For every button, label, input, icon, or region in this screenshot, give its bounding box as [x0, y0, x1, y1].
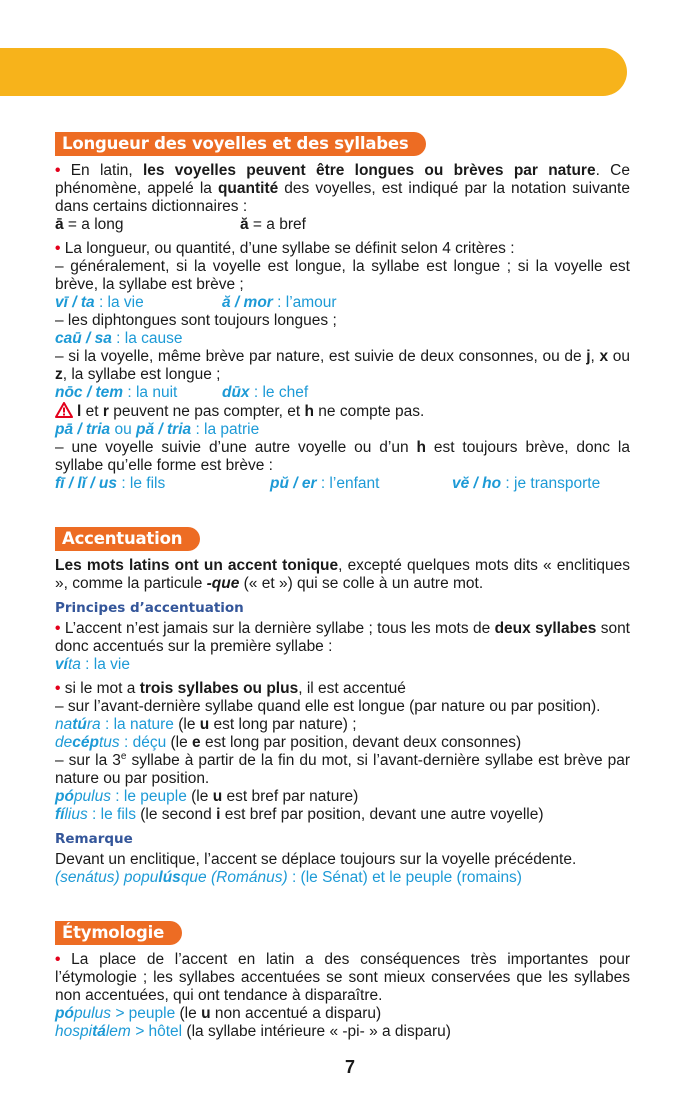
- example: pópulus > peuple (le u non accentué a disparu): [55, 1005, 382, 1022]
- example: hospitálem > hôtel (la syllabe intérieure « -pi- » a disparu): [55, 1023, 451, 1040]
- example: víta : la vie: [55, 656, 130, 673]
- example: decéptus : déçu (le e est long par position, devant deux consonnes): [55, 734, 522, 751]
- rule-line: – sur l’avant-dernière syllabe quand elle est longue (par nature ou par position).: [55, 698, 601, 715]
- notation-row: ā = a long ă = a bref: [55, 216, 306, 233]
- paragraph: • L’accent n’est jamais sur la dernière syllabe ; tous les mots de deux syllabes sont donc accentués sur la première syllabe :: [55, 620, 630, 655]
- paragraph: Les mots latins ont un accent tonique, excepté quelques mots dits « enclitiques », comme la particule -que (« et ») qui se colle à un autre mot.: [55, 557, 630, 592]
- example: natúra : la nature (le u est long par nature) ;: [55, 716, 357, 733]
- top-banner: [0, 48, 627, 96]
- subheading-remarque: Remarque: [55, 831, 133, 847]
- paragraph: Devant un enclitique, l’accent se déplace toujours sur la voyelle précédente.: [55, 851, 577, 868]
- warning-icon: [55, 402, 73, 418]
- paragraph: • La place de l’accent en latin a des conséquences très importantes pour l’étymologie ; les syllabes accentuées se sont mieux conservées que les syllabes non accentuées, qui ont tendance à disparaître.: [55, 951, 630, 1004]
- criterion: – si la voyelle, même brève par nature, est suivie de deux consonnes, ou de j, x ou z, la syllabe est longue ;: [55, 348, 630, 383]
- example: pópulus : le peuple (le u est bref par nature): [55, 788, 359, 805]
- page-number: 7: [344, 1057, 355, 1077]
- example-row: vī / ta : la vie ă / mor : l’amour: [55, 294, 337, 311]
- criterion: – une voyelle suivie d’une autre voyelle ou d’un h est toujours brève, donc la syllabe qu’elle forme est brève :: [55, 439, 630, 474]
- paragraph: • si le mot a trois syllabes ou plus, il est accentué: [55, 680, 406, 697]
- rule-line: – sur la 3e syllabe à partir de la fin du mot, si l’avant-dernière syllabe est brève par nature ou par position.: [55, 750, 630, 787]
- example-row: nōc / tem : la nuit dūx : le chef: [55, 384, 309, 401]
- paragraph: • La longueur, ou quantité, d’une syllabe se définit selon 4 critères :: [55, 240, 515, 257]
- page-content: [55, 132, 630, 1041]
- paragraph: • En latin, les voyelles peuvent être longues ou brèves par nature. Ce phénomène, appelé la quantité des voyelles, est indiqué par la notation suivante dans certains dictionnaires :: [55, 162, 630, 215]
- example-row: fī / lĭ / us : le fils pŭ / er : l’enfant vĕ / ho : je transporte: [55, 475, 601, 492]
- example-row: caū / sa : la cause: [55, 330, 183, 347]
- subheading-principes: Principes d’accentuation: [55, 600, 244, 616]
- example: fílius : le fils (le second i est bref par position, devant une autre voyelle): [55, 806, 544, 823]
- section-title-accentuation: Accentuation: [55, 527, 200, 551]
- criterion: – généralement, si la voyelle est longue, la syllabe est longue ; si la voyelle est brève, la syllabe est brève ;: [55, 258, 630, 293]
- section-title-etymologie: Étymologie: [55, 921, 182, 945]
- section-title-longueur: Longueur des voyelles et des syllabes: [55, 132, 426, 156]
- example: (senátus) populúsque (Románus) : (le Sénat) et le peuple (romains): [55, 869, 522, 886]
- criterion: – les diphtongues sont toujours longues ;: [55, 312, 337, 329]
- example-row: pā / tria ou pă / tria : la patrie: [55, 421, 260, 438]
- warning-note: l et r peuvent ne pas compter, et h ne compte pas.: [55, 402, 630, 421]
